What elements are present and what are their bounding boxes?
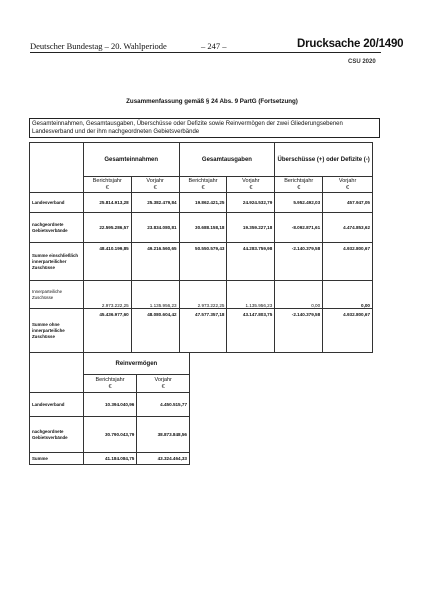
table-cell: 30.790.043,79 xyxy=(83,417,137,453)
group-header: Reinvermögen xyxy=(83,353,189,375)
header-left: Deutscher Bundestag – 20. Wahlperiode xyxy=(30,41,167,51)
table-cell: 41.184.084,75 xyxy=(83,453,137,465)
table-cell: 4.474.853,62 xyxy=(323,213,373,243)
table-cell: 1.135.956,23 xyxy=(227,281,275,309)
table-cell: 43.324.464,33 xyxy=(137,453,190,465)
table-cell: 43.147.803,75 xyxy=(227,309,275,353)
table-row xyxy=(30,393,190,417)
table-cell: 48.410.199,85 xyxy=(83,243,131,281)
reinvermoegen-table xyxy=(29,352,190,465)
table-cell: 48.080.604,42 xyxy=(131,309,179,353)
group-header: Gesamteinnahmen xyxy=(83,143,179,177)
corner-cell xyxy=(30,143,84,193)
party-code: CSU 2020 xyxy=(348,59,376,65)
corner-cell xyxy=(30,353,84,393)
group-header: Gesamtausgaben xyxy=(179,143,275,177)
table-cell: 457.947,05 xyxy=(323,193,373,213)
table-cell: 22.595.286,57 xyxy=(83,213,131,243)
table-cell: 10.394.040,96 xyxy=(83,393,137,417)
row-label: Innerparteiliche Zuschüsse xyxy=(30,281,84,309)
table-cell: 19.862.421,25 xyxy=(179,193,227,213)
table-cell: 23.834.080,81 xyxy=(131,213,179,243)
table-cell: 2.973.222,25 xyxy=(83,281,131,309)
table-row xyxy=(30,309,373,353)
table-cell: 0,00 xyxy=(275,281,323,309)
row-label: Summe einschließlich innerparteilicher Zuschüsse xyxy=(30,243,84,281)
column-header: Vorjahr € xyxy=(227,177,275,193)
table-row xyxy=(30,417,190,453)
table-row xyxy=(30,193,373,213)
table-cell: 1.135.956,23 xyxy=(131,281,179,309)
table-cell: 47.577.357,18 xyxy=(179,309,227,353)
drucksache-number xyxy=(297,38,403,50)
row-label: Landesverband xyxy=(30,193,84,213)
table-cell: 19.359.227,18 xyxy=(227,213,275,243)
table-cell: 5.952.492,03 xyxy=(275,193,323,213)
table-cell: 25.382.479,84 xyxy=(131,193,179,213)
table-cell: -8.092.871,61 xyxy=(275,213,323,243)
table-cell: 0,00 xyxy=(323,281,373,309)
group-header: Überschüsse (+) oder Defizite (-) xyxy=(275,143,373,177)
table-caption: Gesamteinnahmen, Gesamtausgaben, Überschüsse oder Defizite sowie Reinvermögen der zwei Gliederungsebenen Landesverband und der ihm nachgeordneten Gebietsverbände xyxy=(29,118,380,138)
table-cell: 24.924.532,79 xyxy=(227,193,275,213)
table-cell: 25.814.913,28 xyxy=(83,193,131,213)
column-header: Vorjahr € xyxy=(137,375,190,393)
table-row xyxy=(30,281,373,309)
row-label: nachgeordnete Gebietsverbände xyxy=(30,417,84,453)
row-label: nachgeordnete Gebietsverbände xyxy=(30,213,84,243)
table-row xyxy=(30,243,373,281)
drucksache-label: Drucksache 20/ xyxy=(297,38,379,50)
row-label: Summe xyxy=(30,453,84,465)
table-cell: -2.140.379,58 xyxy=(275,309,323,353)
table-cell: 49.216.560,65 xyxy=(131,243,179,281)
row-label: Landesverband xyxy=(30,393,84,417)
row-label: Summe ohne innerparteiliche Zuschüsse xyxy=(30,309,84,353)
table-cell: 4.450.515,77 xyxy=(137,393,190,417)
table-cell: -2.140.379,58 xyxy=(275,243,323,281)
table-cell: 45.436.977,60 xyxy=(83,309,131,353)
column-header: Berichtsjahr € xyxy=(83,177,131,193)
table-cell: 4.932.800,67 xyxy=(323,309,373,353)
table-cell: 4.932.800,67 xyxy=(323,243,373,281)
column-header: Vorjahr € xyxy=(323,177,373,193)
page-number: – 247 – xyxy=(201,41,227,51)
header-rule xyxy=(30,52,381,53)
table-cell: 44.283.759,98 xyxy=(227,243,275,281)
table-cell: 2.973.222,25 xyxy=(179,281,227,309)
table-row xyxy=(30,213,373,243)
section-title: Zusammenfassung gemäß § 24 Abs. 9 PartG (Fortsetzung) xyxy=(126,98,298,105)
drucksache-id: 1490 xyxy=(378,38,404,50)
column-header: Berichtsjahr € xyxy=(83,375,137,393)
table-cell: 38.873.848,56 xyxy=(137,417,190,453)
column-header: Berichtsjahr € xyxy=(179,177,227,193)
column-header: Berichtsjahr € xyxy=(275,177,323,193)
table-cell: 30.688.158,18 xyxy=(179,213,227,243)
table-row xyxy=(30,453,190,465)
table-cell: 50.550.579,43 xyxy=(179,243,227,281)
summary-table xyxy=(29,142,373,353)
column-header: Vorjahr € xyxy=(131,177,179,193)
